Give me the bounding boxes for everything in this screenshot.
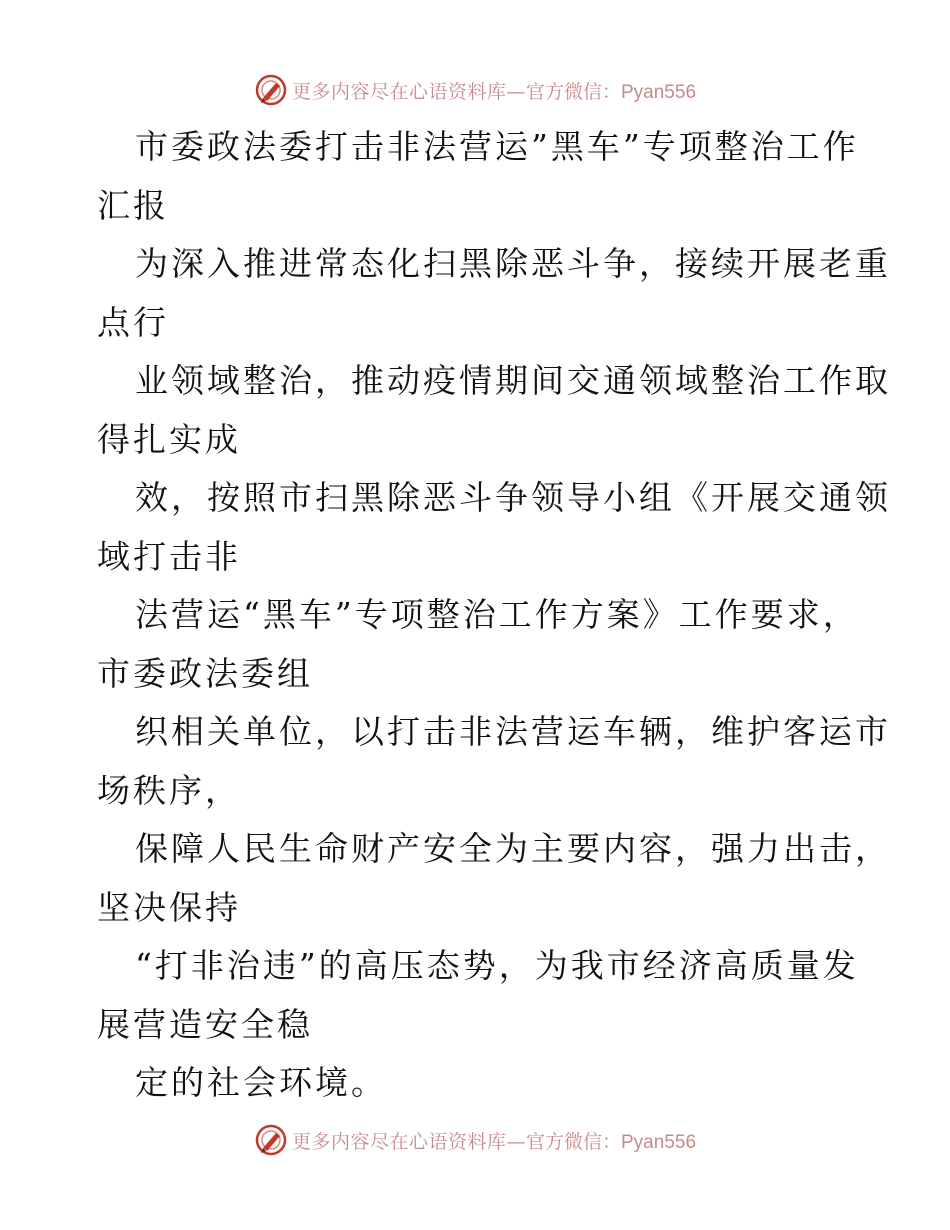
text-line: 效，按照市扫黑除恶斗争领导小组《开展交通领 <box>135 478 891 517</box>
text-line: 为深入推进常态化扫黑除恶斗争，接续开展老重 <box>135 244 891 283</box>
watermark-text: 更多内容尽在心语资料库— <box>291 80 526 103</box>
text-line: 坚决保持 <box>97 887 241 927</box>
text-line: 市委政法委打击非法营运”黑车”专项整治工作 <box>135 127 859 166</box>
footer-watermark <box>0 1118 950 1162</box>
text-line: 定的社会环境。 <box>135 1063 387 1102</box>
text-line: 场秩序， <box>97 770 241 810</box>
watermark-wechat: 官方微信：Pyan556 <box>526 81 697 103</box>
text-line: 得扎实成 <box>97 419 241 459</box>
document-body <box>97 118 891 1113</box>
watermark-wechat: 官方微信：Pyan556 <box>526 1131 697 1153</box>
pen-logo-icon <box>254 73 288 107</box>
text-line: 业领域整治，推动疫情期间交通领域整治工作取 <box>135 361 891 400</box>
text-line: 市委政法委组 <box>97 653 313 693</box>
text-line: 域打击非 <box>97 536 241 576</box>
text-line: 展营造安全稳 <box>97 1004 313 1044</box>
pen-logo-icon <box>254 1123 288 1157</box>
text-line: 汇报 <box>97 185 169 225</box>
watermark-text: 更多内容尽在心语资料库— <box>291 1130 526 1153</box>
text-line: 点行 <box>97 302 169 342</box>
text-line: 织相关单位，以打击非法营运车辆，维护客运市 <box>135 712 891 751</box>
text-line: “打非治违”的高压态势，为我市经济高质量发 <box>135 946 859 985</box>
text-line: 保障人民生命财产安全为主要内容，强力出击， <box>135 829 891 868</box>
text-line: 法营运“黑车”专项整治工作方案》工作要求， <box>135 595 859 634</box>
header-watermark <box>0 68 950 112</box>
